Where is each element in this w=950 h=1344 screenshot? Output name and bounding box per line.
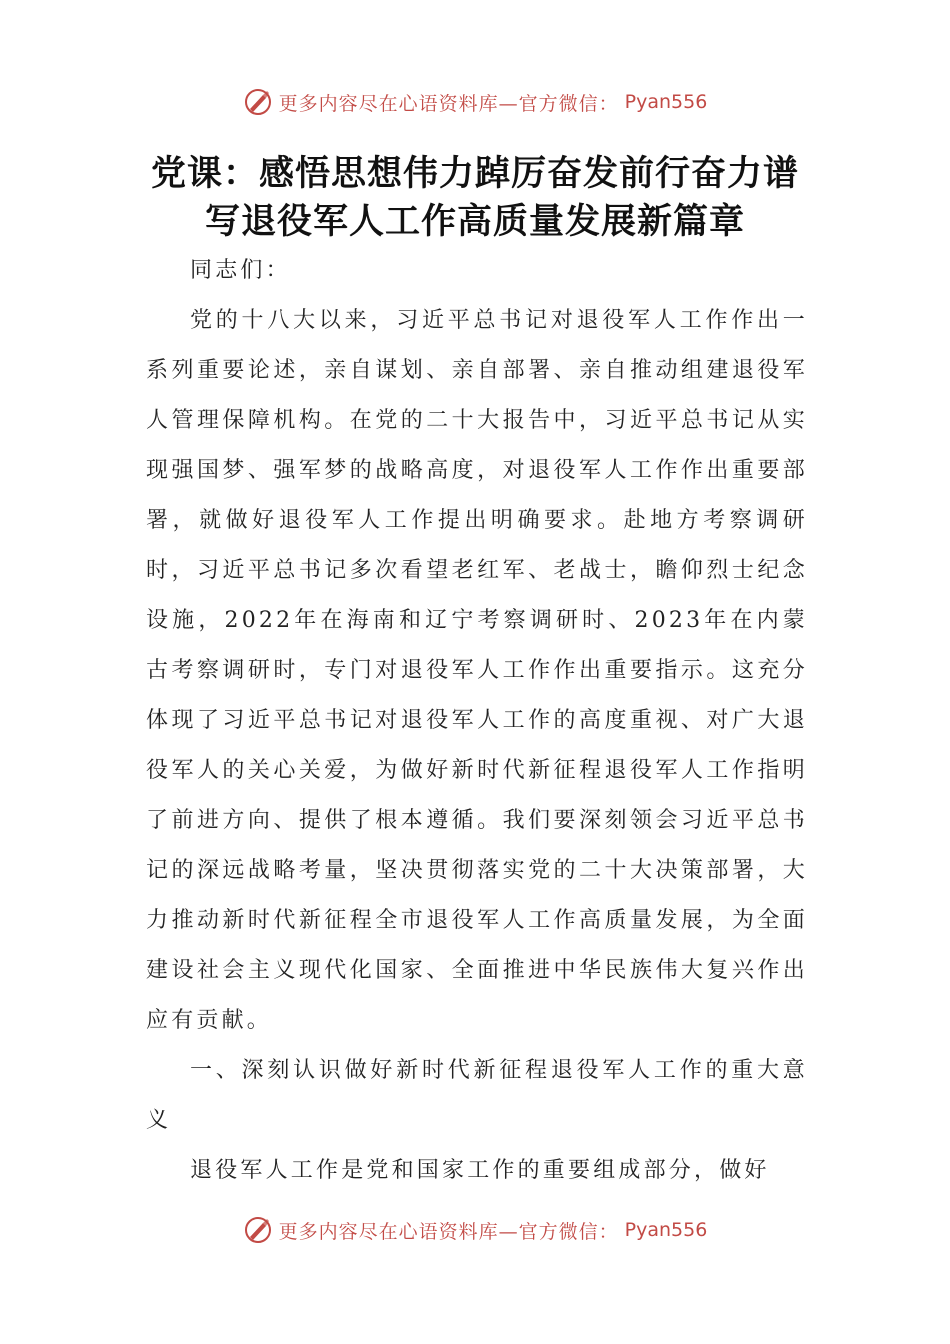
watermark-text: 更多内容尽在心语资料库—官方微信：	[278, 92, 619, 115]
watermark-text: 更多内容尽在心语资料库—官方微信：	[278, 1220, 619, 1243]
section-heading-1: 一、深刻认识做好新时代新征程退役军人工作的重大意义	[146, 1058, 808, 1133]
pen-logo-icon	[243, 87, 273, 117]
salutation: 同志们：	[190, 258, 291, 283]
title-line-1: 党课：感悟思想伟力踔厉奋发前行奋力谱	[150, 154, 799, 194]
document-body	[146, 246, 808, 1196]
watermark-wechat-id: Pyan556	[624, 91, 708, 113]
title-line-2: 写退役军人工作高质量发展新篇章	[204, 202, 745, 242]
watermark-footer	[0, 1210, 950, 1250]
paragraph-2: 退役军人工作是党和国家工作的重要组成部分，做好	[190, 1158, 770, 1183]
watermark-wechat-id: Pyan556	[624, 1219, 708, 1241]
pen-logo-icon	[243, 1215, 273, 1245]
paragraph-1: 党的十八大以来，习近平总书记对退役军人工作作出一系列重要论述，亲自谋划、亲自部署、亲自推动组建退役军人管理保障机构。在党的二十大报告中，习近平总书记从实现强国梦、强军梦的战略高度，对退役军人工作作出重要部署，就做好退役军人工作提出明确要求。赴地方考察调研时，习近平总书记多次看望老红军、老战士，瞻仰烈士纪念设施，2022年在海南和辽宁考察调研时、2023年在内蒙古考察调研时，专门对退役军人工作作出重要指示。这充分体现了习近平总书记对退役军人工作的高度重视、对广大退役军人的关心关爱，为做好新时代新征程退役军人工作指明了前进方向、提供了根本遵循。我们要深刻领会习近平总书记的深远战略考量，坚决贯彻落实党的二十大决策部署，大力推动新时代新征程全市退役军人工作高质量发展，为全面建设社会主义现代化国家、全面推进中华民族伟大复兴作出应有贡献。	[146, 308, 808, 1033]
watermark-header	[0, 82, 950, 122]
page-title	[140, 150, 810, 246]
